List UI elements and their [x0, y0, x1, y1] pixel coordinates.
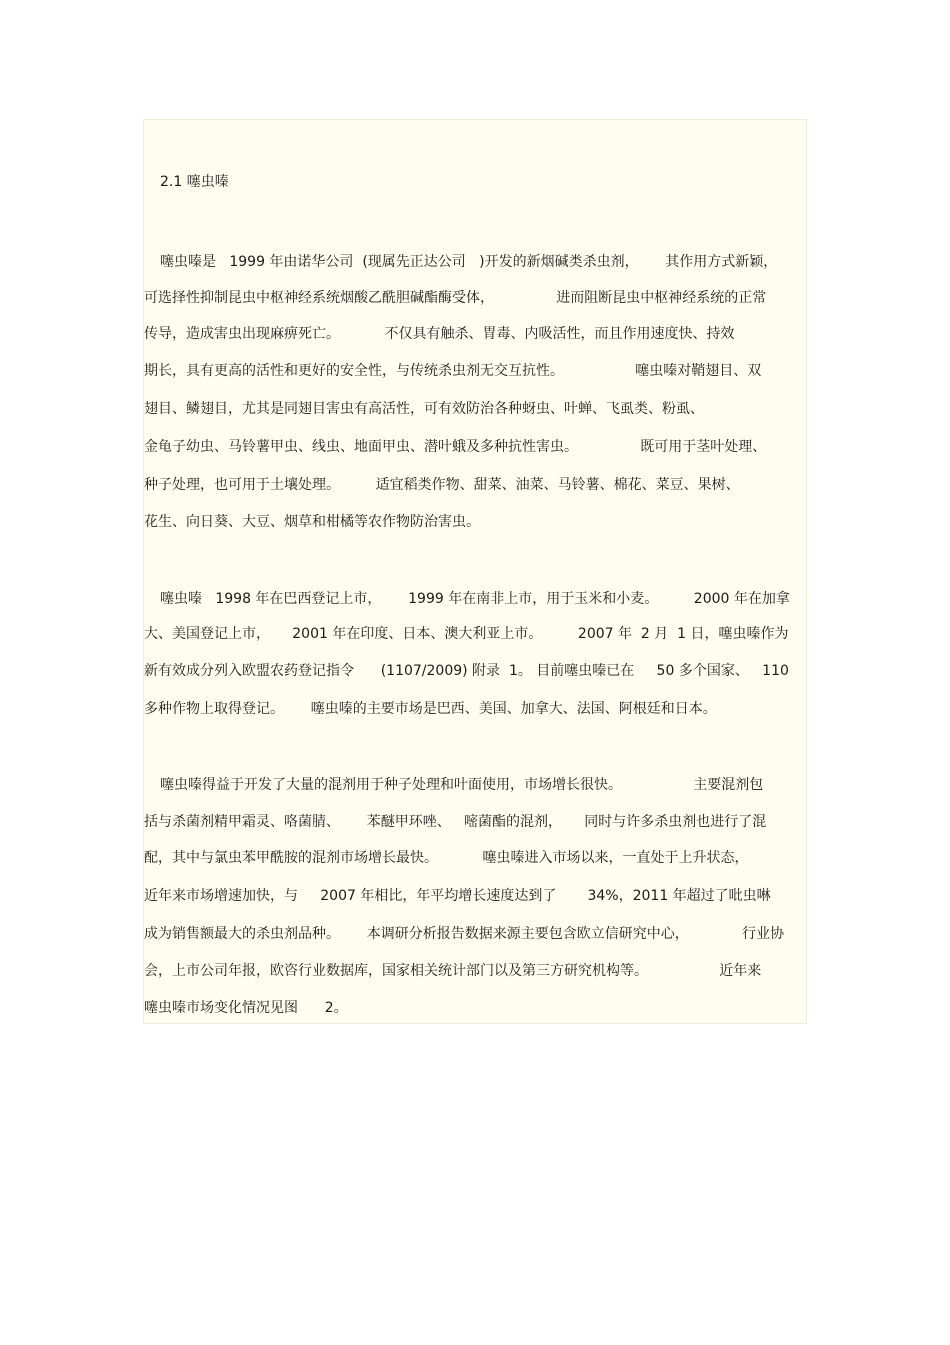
- paragraph-1-line-6: 金龟子幼虫、马铃薯甲虫、线虫、地面甲虫、潜叶蛾及多种抗性害虫。 既可用于茎叶处理、: [144, 439, 767, 455]
- paragraph-2-line-3: 新有效成分列入欧盟农药登记指令 (1107/2009) 附录 1。 目前噻虫嗪已在 50 多个国家、 110: [144, 663, 789, 679]
- paragraph-1-line-8: 花生、向日葵、大豆、烟草和柑橘等农作物防治害虫。: [144, 514, 480, 530]
- paragraph-3-line-4: 近年来市场增速加快，与 2007 年相比，年平均增长速度达到了 34%，2011 年超过了吡虫啉: [144, 888, 771, 904]
- paragraph-2-line-2: 大、美国登记上市， 2001 年在印度、日本、澳大利亚上市。 2007 年 2 月 1 日，噻虫嗪作为: [144, 626, 789, 642]
- paragraph-3-line-5: 成为销售额最大的杀虫剂品种。 本调研分析报告数据来源主要包含欧立信研究中心， 行业协: [144, 926, 785, 942]
- paragraph-1-line-2: 可选择性抑制昆虫中枢神经系统烟酸乙酰胆碱酯酶受体， 进而阻断昆虫中枢神经系统的正常: [144, 290, 767, 306]
- paragraph-1-line-1: 噻虫嗪是 1999 年由诺华公司 (现属先正达公司 )开发的新烟碱类杀虫剂， 其作用方式新颖，: [160, 254, 778, 270]
- paragraph-3-line-7: 噻虫嗪市场变化情况见图 2。: [144, 1000, 348, 1016]
- paragraph-1-line-5: 翅目、鳞翅目，尤其是同翅目害虫有高活性，可有效防治各种蚜虫、叶蝉、飞虱类、粉虱、: [144, 401, 704, 417]
- paragraph-1-line-3: 传导，造成害虫出现麻痹死亡。 不仅具有触杀、胃毒、内吸活性，而且作用速度快、持效: [144, 326, 735, 342]
- paragraph-3-line-3: 配，其中与氯虫苯甲酰胺的混剂市场增长最快。 噻虫嗪进入市场以来，一直处于上升状态，: [144, 850, 749, 866]
- paragraph-1-line-7: 种子处理，也可用于土壤处理。 适宜稻类作物、甜菜、油菜、马铃薯、棉花、菜豆、果树、: [144, 477, 740, 493]
- paragraph-3-line-1: 噻虫嗪得益于开发了大量的混剂用于种子处理和叶面使用，市场增长很快。 主要混剂包: [160, 777, 764, 793]
- paragraph-2-line-4: 多种作物上取得登记。 噻虫嗪的主要市场是巴西、美国、加拿大、法国、阿根廷和日本。: [144, 701, 717, 717]
- paragraph-3-line-6: 会，上市公司年报，欧咨行业数据库，国家相关统计部门以及第三方研究机构等。 近年来: [144, 963, 762, 979]
- section-heading: 2.1 噻虫嗪: [160, 174, 229, 190]
- paragraph-2-line-1: 噻虫嗪 1998 年在巴西登记上市， 1999 年在南非上市，用于玉米和小麦。 2000 年在加拿: [160, 591, 790, 607]
- paragraph-3-line-2: 括与杀菌剂精甲霜灵、咯菌腈、 苯醚甲环唑、 嘧菌酯的混剂， 同时与许多杀虫剂也进行了混: [144, 814, 767, 830]
- paragraph-1-line-4: 期长，具有更高的活性和更好的安全性，与传统杀虫剂无交互抗性。 噻虫嗪对鞘翅目、双: [144, 363, 762, 379]
